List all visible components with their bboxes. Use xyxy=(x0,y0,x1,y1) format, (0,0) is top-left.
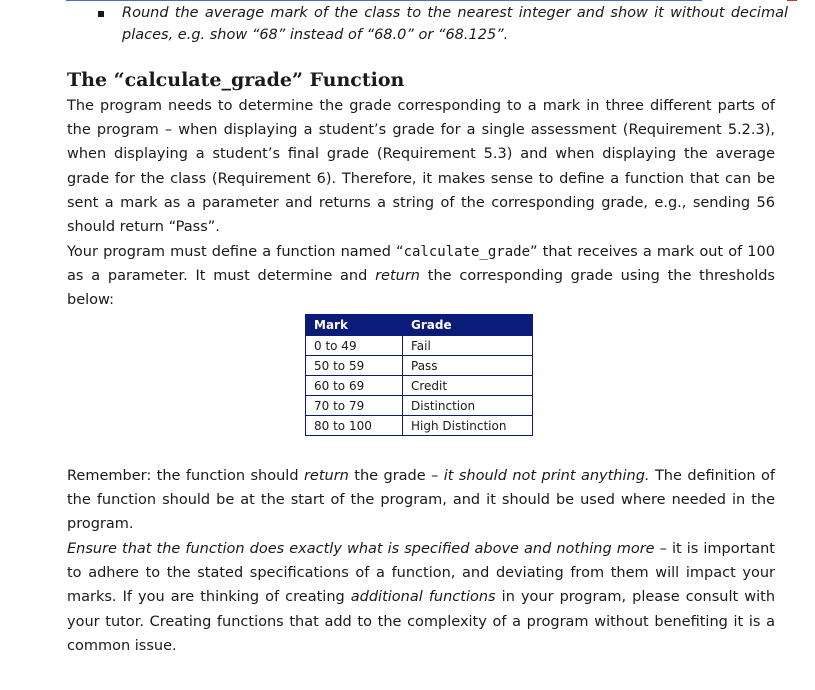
table-row xyxy=(306,376,533,396)
column-header-mark: Mark xyxy=(306,315,403,336)
text-segment: Your program must define a function named “ xyxy=(67,244,404,260)
table-row xyxy=(306,336,533,356)
header-rule xyxy=(66,0,702,1)
text-segment: ” that receives a mark out of 100 as a parameter. It must determine and xyxy=(67,244,775,285)
text-segment: – it is important to adhere to the stated specifications of a function, and deviating from them will impact your marks. If you are thinking of creating xyxy=(67,541,775,606)
bullet-text: Round the average mark of the class to the nearest integer and show it without decimal places, e.g. show “68” instead of “68.0” or “68.125”. xyxy=(122,5,788,43)
grade-cell: Credit xyxy=(403,376,533,396)
grade-thresholds-table xyxy=(305,314,533,436)
mark-cell: 80 to 100 xyxy=(306,416,403,436)
text-segment: The definition of the function should be at the start of the program, and it should be used where needed in the program. xyxy=(67,468,775,533)
table-row xyxy=(306,396,533,416)
text-segment: Remember: the function should xyxy=(67,468,304,484)
table-row xyxy=(306,356,533,376)
paragraph-requirement xyxy=(67,240,775,313)
text-segment: in your program, please consult with your tutor. Creating functions that add to the complexity of a program without benefiting it is a common issue. xyxy=(67,589,776,654)
paragraph-ensure xyxy=(67,537,775,658)
paragraph-intro: The program needs to determine the grade corresponding to a mark in three different parts of the program – when displaying a student’s grade for a single assessment (Requirement 5.2.3), when displaying a student’s final grade (Requirement 5.3) and when displaying the average grade for the class (Requirement 6). Therefore, it makes sense to define a function that can be sent a mark as a parameter and returns a string of the corresponding grade, e.g., sending 56 should return “Pass”. xyxy=(67,98,775,236)
text-segment: the corresponding grade using the thresholds below: xyxy=(67,268,775,309)
emphasis-text: Ensure that the function does exactly what is specified above and nothing more xyxy=(67,541,655,557)
grade-cell: Pass xyxy=(403,356,533,376)
text-segment: the grade – xyxy=(348,468,444,484)
bullet-icon xyxy=(98,11,104,17)
bullet-item xyxy=(98,2,788,46)
header-corner-mark xyxy=(787,0,797,1)
emphasis-text: additional functions xyxy=(350,589,496,606)
grade-cell: High Distinction xyxy=(403,416,533,436)
emphasis-text: return xyxy=(303,468,349,484)
table-row xyxy=(306,416,533,436)
table-header-row xyxy=(306,315,533,336)
grade-cell: Fail xyxy=(403,336,533,356)
emphasis-text: return xyxy=(375,268,420,285)
column-header-grade: Grade xyxy=(403,315,533,336)
grade-cell: Distinction xyxy=(403,396,533,416)
function-name-code: calculate_grade xyxy=(403,244,530,260)
mark-cell: 60 to 69 xyxy=(306,376,403,396)
paragraph-remember xyxy=(67,464,775,537)
mark-cell: 50 to 59 xyxy=(306,356,403,376)
mark-cell: 0 to 49 xyxy=(306,336,403,356)
section-heading: The “calculate_grade” Function xyxy=(67,69,405,91)
mark-cell: 70 to 79 xyxy=(306,396,403,416)
emphasis-text: it should not print anything. xyxy=(443,468,650,484)
